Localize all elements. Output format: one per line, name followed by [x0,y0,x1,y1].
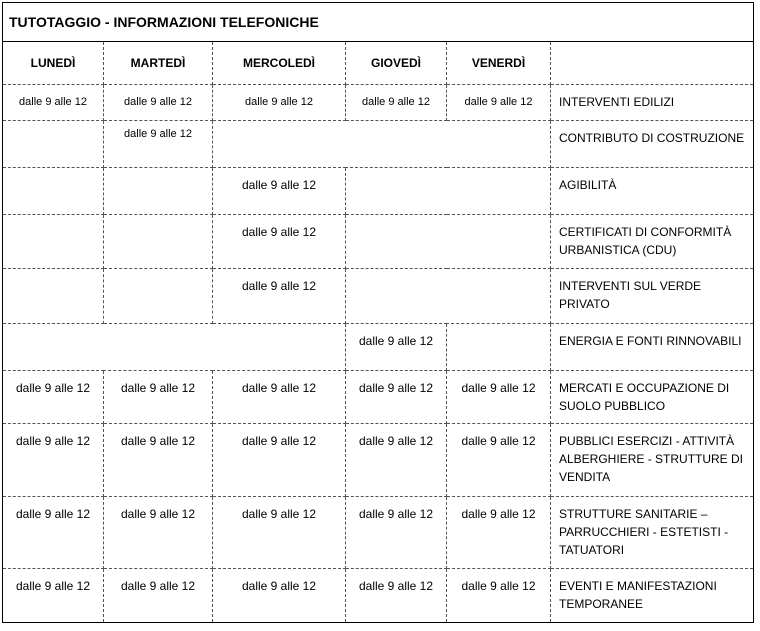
empty-cell [3,269,104,324]
header-row [3,42,754,85]
service-label: PUBBLICI ESERCIZI - ATTIVITÀ ALBERGHIERE - STRUTTURE DI VENDITA [551,424,754,497]
header-tuesday: MARTEDÌ [104,42,213,85]
header-service [551,42,754,85]
service-label: EVENTI E MANIFESTAZIONI TEMPORANEE [551,569,754,623]
time-cell: dalle 9 alle 12 [3,497,104,569]
time-cell: dalle 9 alle 12 [3,85,104,121]
time-cell: dalle 9 alle 12 [213,424,346,497]
empty-cell [346,269,551,324]
empty-cell [3,121,104,168]
empty-cell [104,168,213,215]
time-cell: dalle 9 alle 12 [346,324,447,371]
time-cell: dalle 9 alle 12 [346,371,447,424]
header-friday: VENERDÌ [447,42,551,85]
time-cell: dalle 9 alle 12 [346,569,447,623]
time-cell: dalle 9 alle 12 [213,269,346,324]
time-cell: dalle 9 alle 12 [447,371,551,424]
service-label: AGIBILITÀ [551,168,754,215]
service-label: CONTRIBUTO DI COSTRUZIONE [551,121,754,168]
table-row [3,215,754,269]
time-cell: dalle 9 alle 12 [213,569,346,623]
time-cell: dalle 9 alle 12 [447,85,551,121]
time-cell: dalle 9 alle 12 [447,569,551,623]
table-row [3,269,754,324]
time-cell: dalle 9 alle 12 [3,569,104,623]
empty-cell [346,215,551,269]
time-cell: dalle 9 alle 12 [104,497,213,569]
time-cell: dalle 9 alle 12 [104,569,213,623]
empty-cell [213,121,551,168]
service-label: ENERGIA E FONTI RINNOVABILI [551,324,754,371]
time-cell: dalle 9 alle 12 [104,85,213,121]
time-cell: dalle 9 alle 12 [213,215,346,269]
service-label: STRUTTURE SANITARIE – PARRUCCHIERI - ESTETISTI - TATUATORI [551,497,754,569]
time-cell: dalle 9 alle 12 [213,85,346,121]
service-label: CERTIFICATI DI CONFORMITÀ URBANISTICA (CDU) [551,215,754,269]
time-cell: dalle 9 alle 12 [104,424,213,497]
table-row [3,121,754,168]
header-thursday: GIOVEDÌ [346,42,447,85]
empty-cell [346,168,551,215]
time-cell: dalle 9 alle 12 [3,371,104,424]
empty-cell [104,215,213,269]
empty-cell [3,215,104,269]
table-row [3,371,754,424]
table-row [3,85,754,121]
table-row [3,569,754,623]
time-cell: dalle 9 alle 12 [104,371,213,424]
empty-cell [3,168,104,215]
schedule-table [2,2,754,623]
table-title: TUTOTAGGIO - INFORMAZIONI TELEFONICHE [3,3,754,42]
time-cell: dalle 9 alle 12 [213,168,346,215]
time-cell: dalle 9 alle 12 [213,497,346,569]
time-cell: dalle 9 alle 12 [346,424,447,497]
time-cell: dalle 9 alle 12 [346,85,447,121]
table-row [3,424,754,497]
service-label: MERCATI E OCCUPAZIONE DI SUOLO PUBBLICO [551,371,754,424]
table-row [3,497,754,569]
service-label: INTERVENTI SUL VERDE PRIVATO [551,269,754,324]
time-cell: dalle 9 alle 12 [3,424,104,497]
empty-cell [3,324,346,371]
empty-cell [104,269,213,324]
service-label: INTERVENTI EDILIZI [551,85,754,121]
time-cell: dalle 9 alle 12 [104,121,213,168]
table-row [3,168,754,215]
header-wednesday: MERCOLEDÌ [213,42,346,85]
time-cell: dalle 9 alle 12 [346,497,447,569]
header-monday: LUNEDÌ [3,42,104,85]
table-row [3,324,754,371]
empty-cell [447,324,551,371]
time-cell: dalle 9 alle 12 [447,497,551,569]
time-cell: dalle 9 alle 12 [213,371,346,424]
time-cell: dalle 9 alle 12 [447,424,551,497]
